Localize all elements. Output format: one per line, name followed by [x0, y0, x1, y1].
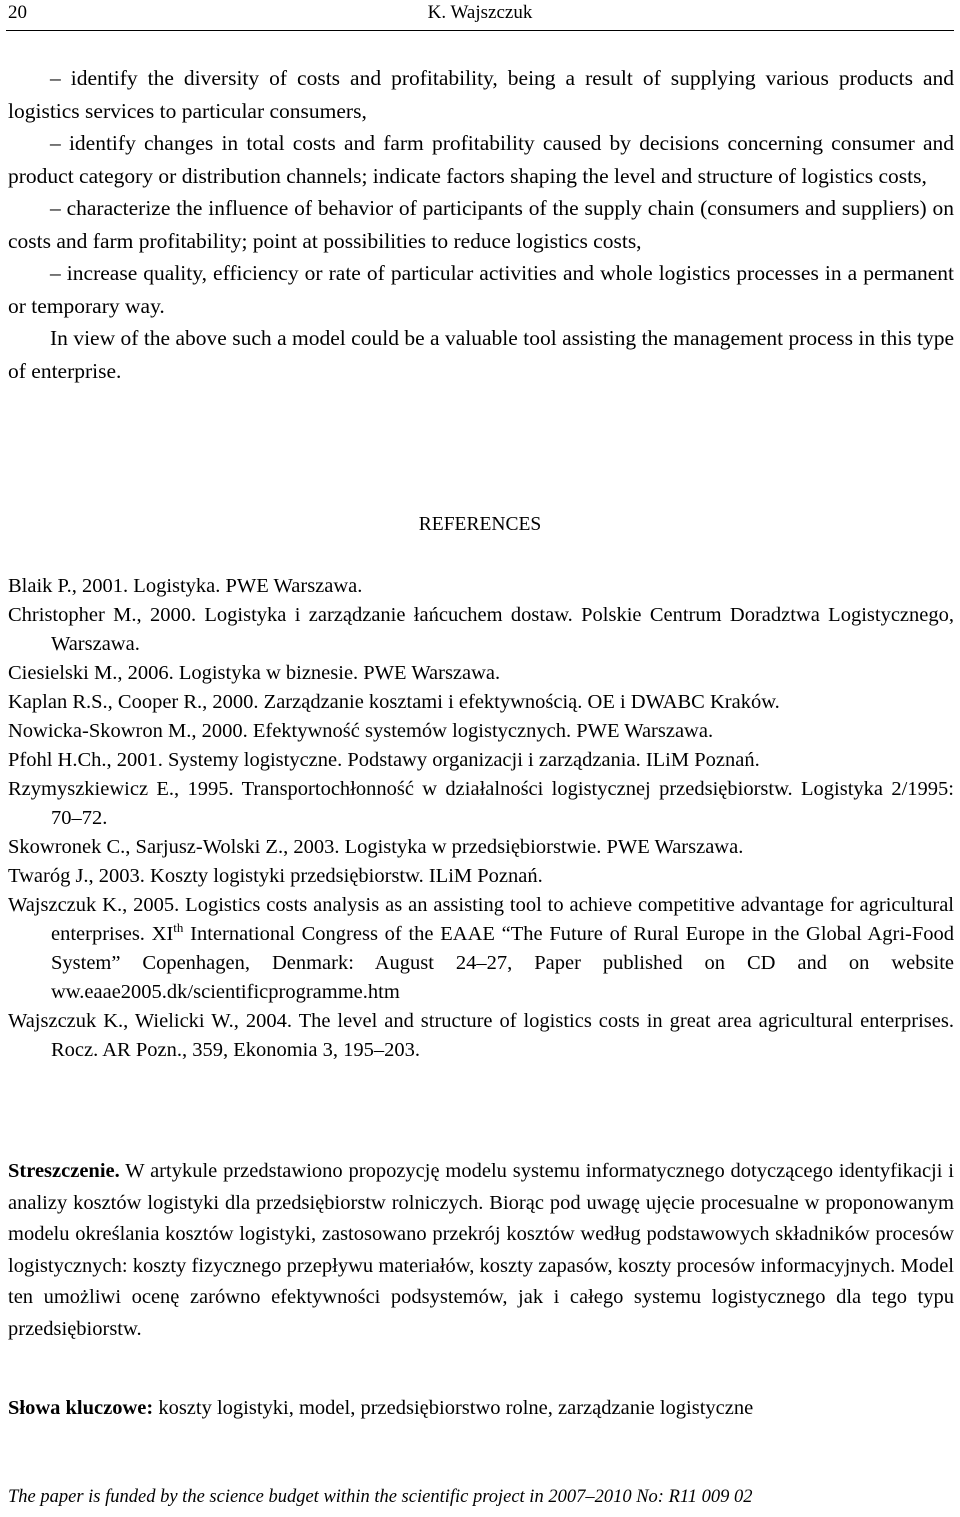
reference-item: Kaplan R.S., Cooper R., 2000. Zarządzanie kosztami i efektywnością. OE i DWABC Kraków.: [8, 691, 780, 713]
header-rule: [6, 30, 954, 31]
keywords-text: koszty logistyki, model, przedsiębiorstwo rolne, zarządzanie logistyczne: [153, 1397, 754, 1419]
reference-item: Blaik P., 2001. Logistyka. PWE Warszawa.: [8, 575, 363, 597]
reference-item: Pfohl H.Ch., 2001. Systemy logistyczne. Podstawy organizacji i zarządzania. ILiM Poznań.: [8, 749, 760, 771]
page-number: 20: [8, 2, 27, 23]
keywords-label: Słowa kluczowe:: [8, 1397, 154, 1419]
reference-item: [8, 891, 954, 1007]
reference-list: [8, 572, 954, 1065]
bullet-item: – identify changes in total costs and farm profitability caused by decisions concerning consumer and product category or distribution channels; indicate factors shaping the level and structure of logistics costs,: [8, 131, 954, 188]
page-header: [0, 0, 960, 32]
abstract-text: W artykule przedstawiono propozycję modelu systemu informatycznego dotyczącego identyfikacji i analizy kosztów logistyki dla przedsiębiorstw rolniczych. Biorąc pod uwagę ujęcie procesualne w proponowanym modelu określania kosztów logistyki, zastosowano przekrój kosztów według podstawowych składników procesów logistycznych: koszty fizycznego przepływu materiałów, koszty zapasów, koszty procesów informacyjnych. Model ten umożliwi ocenę zarówno efektywności podsystemów, jak i całego systemu logistycznego dla tego typu przedsiębiorstw.: [8, 1160, 954, 1340]
reference-item: Skowronek C., Sarjusz-Wolski Z., 2003. Logistyka w przedsiębiorstwie. PWE Warszawa.: [8, 836, 744, 858]
keywords-line: [8, 1393, 954, 1424]
bullet-item: – identify the diversity of costs and profitability, being a result of supplying various products and logistics services to particular consumers,: [8, 66, 954, 123]
reference-item: Rzymyszkiewicz E., 1995. Transportochłonność w działalności logistycznej przedsiębiorstw. Logistyka 2/1995: 70–72.: [8, 778, 954, 829]
reference-item: Christopher M., 2000. Logistyka i zarządzanie łańcuchem dostaw. Polskie Centrum Doradztwa Logistycznego, Warszawa.: [8, 604, 954, 655]
abstract-paragraph: [8, 1156, 954, 1345]
funding-note: The paper is funded by the science budget within the scientific project in 2007–2010 No: R11 009 02: [8, 1487, 753, 1507]
reference-item: Twaróg J., 2003. Koszty logistyki przedsiębiorstw. ILiM Poznań.: [8, 865, 543, 887]
bullet-item: – characterize the influence of behavior of participants of the supply chain (consumers and suppliers) on costs and farm profitability; point at possibilities to reduce logistics costs,: [8, 196, 954, 253]
ordinal-suffix: th: [173, 920, 184, 935]
reference-text: Wajszczuk K., 2005. Logistics costs analysis as an assisting tool to achieve competitive advantage for agricultural enterprises. XI: [8, 894, 954, 945]
reference-item: Nowicka-Skowron M., 2000. Efektywność systemów logistycznych. PWE Warszawa.: [8, 720, 714, 742]
reference-text: International Congress of the EAAE “The Future of Rural Europe in the Global Agri-Food System” Copenhagen, Denmark: August 24–27, Paper published on CD and on website ww.eaae2005.dk/scientificprogramme.htm: [51, 923, 954, 1003]
reference-item: Ciesielski M., 2006. Logistyka w biznesie. PWE Warszawa.: [8, 662, 501, 684]
reference-item: Wajszczuk K., Wielicki W., 2004. The level and structure of logistics costs in great area agricultural enterprises. Rocz. AR Pozn., 359, Ekonomia 3, 195–203.: [8, 1010, 954, 1061]
abstract-label: Streszczenie.: [8, 1160, 120, 1182]
bullet-item: – increase quality, efficiency or rate of particular activities and whole logistics processes in a permanent or temporary way.: [8, 261, 954, 318]
conclusion-paragraph: In view of the above such a model could be a valuable tool assisting the management process in this type of enterprise.: [8, 326, 954, 383]
body-text: [8, 62, 954, 387]
running-head: K. Wajszczuk: [427, 2, 533, 23]
references-heading: REFERENCES: [418, 514, 542, 535]
